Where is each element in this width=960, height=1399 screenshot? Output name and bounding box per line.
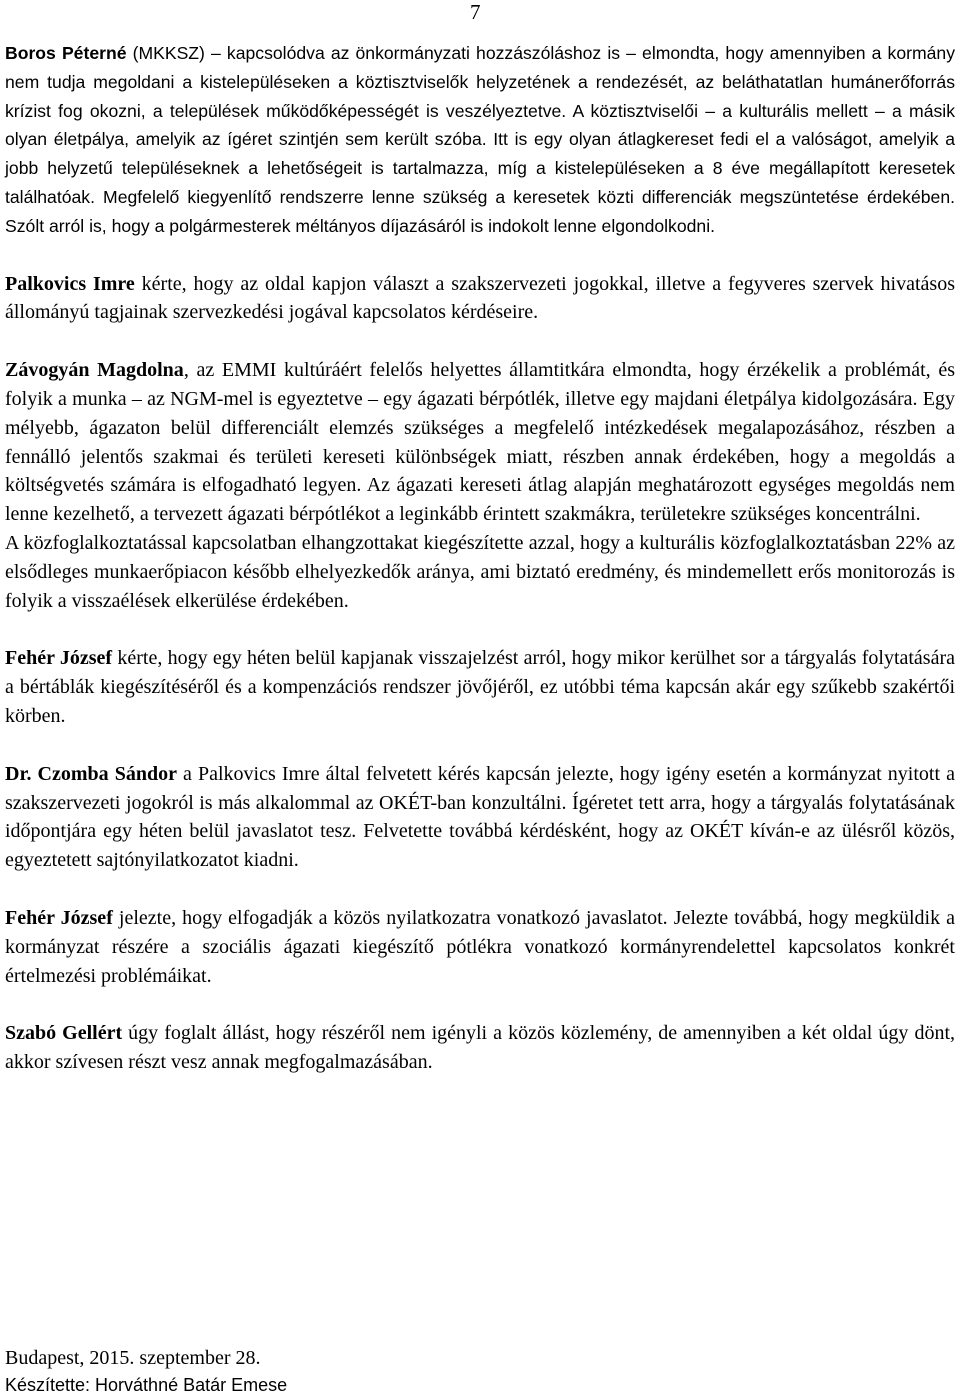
paragraph-text: , az EMMI kultúráért felelős helyettes államtitkára elmondta, hogy érzékelik a problémát, és folyik a munka – az NGM-mel is egyeztetve – egy ágazati bérpótlék, illetve egy majdani életpálya kidolgozására. Egy mélyebb, ágazaton belül differenciált elemzés szükséges a megfelelő intézkedések megalapozásához, részben a fennálló jelentős szakmai és területi kereseti különbségek miatt, részben annak érdekében, hogy a megoldás a költségvetés számára is elfogadható legyen. Az ágazati kereseti átlag alapján meghatározott egységes megoldás nem lenne kezelhető, a tervezett ágazati bérpótlékot a leginkább érintett szakmákra, területekre szükséges koncentrálni. [5, 359, 955, 526]
paragraph-feher-1 [5, 644, 955, 730]
paragraph-text: jelezte, hogy elfogadják a közös nyilatkozatra vonatkozó javaslatot. Jelezte továbbá, hogy megküldik a kormányzat részére a szociális ágazati kiegészítő pótlékra vonatkozó kormányrendelettel kapcsolatos konkrét értelmezési problémáikat. [5, 906, 955, 987]
paragraph-text: kérte, hogy az oldal kapjon választ a szakszervezeti jogokkal, illetve a fegyveres szervek hivatásos állományú tagjainak szervezkedési jogával kapcsolatos kérdéseire. [5, 272, 955, 324]
date-line: Budapest, 2015. szeptember 28. [5, 1347, 261, 1369]
page-number: 7 [470, 0, 481, 24]
paragraph-zavogyan [5, 356, 955, 529]
paragraph-text: (MKKSZ) – kapcsolódva az önkormányzati hozzászóláshoz is – elmondta, hogy amennyiben a kormány nem tudja megoldani a kistelepüléseken a köztisztviselők helyzetének a rendezését, az beláthatatlan humánerőforrás krízist fog okozni, a települések működőképességét is veszélyeztetve. A köztisztviselői – a kulturális mellett – a másik olyan életpálya, amelyik az ígéret szintjén sem került szóba. Itt is egy olyan átlagkereset fedi el a valóságot, amelyik a jobb helyzetű településeknek a lehetőségeit is tartalmazza, míg a kistelepüléseken a 8 éve megállapított keresetek találhatóak. Megfelelő kiegyenlítő rendszerre lenne szükség a keresetek közti differenciák megszüntetése érdekében. Szólt arról is, hogy a polgármesterek méltányos díjazásáról is indokolt lenne elgondolkodni. [5, 43, 955, 236]
speaker-name: Palkovics Imre [5, 272, 135, 295]
paragraph-boros [5, 39, 955, 241]
speaker-name: Boros Péterné [5, 43, 127, 63]
paragraph-text: úgy foglalt állást, hogy részéről nem igényli a közös közlemény, de amennyiben a két oldal úgy dönt, akkor szívesen részt vesz annak megfogalmazásában. [5, 1022, 955, 1074]
paragraph-palkovics [5, 270, 955, 328]
paragraph-kozfoglalkoztatas [5, 529, 955, 615]
document-body [5, 39, 955, 1077]
document-footer [5, 1345, 605, 1399]
speaker-name: Fehér József [5, 647, 113, 670]
speaker-name: Fehér József [5, 906, 113, 929]
paragraph-text: a Palkovics Imre által felvetett kérés kapcsán jelezte, hogy igény esetén a kormányzat nyitott a szakszervezeti jogokról is más alkalommal az OKÉT-ban konzultálni. Ígéretet tett arra, hogy a tárgyalás folytatásának időpontjára egy héten belül javaslatot tesz. Felvetette továbbá kérdésként, hogy az OKÉT kíván-e az ülésről közös, egyeztetett sajtónyilatkozatot kiadni. [5, 762, 955, 872]
speaker-name: Závogyán Magdolna [5, 359, 184, 382]
paragraph-czomba [5, 760, 955, 875]
speaker-name: Szabó Gellért [5, 1022, 123, 1045]
paragraph-feher-2 [5, 904, 955, 990]
paragraph-text: A közfoglalkoztatással kapcsolatban elhangzottakat kiegészítette azzal, hogy a kulturális közfoglalkoztatásban 22% az elsődleges munkaerőpiacon később elhelyezkedők aránya, ami biztató eredmény, és mindemellett erős monitorozás is folyik a visszaélések elkerülése érdekében. [5, 531, 955, 612]
paragraph-szabo [5, 1019, 955, 1077]
author-line: Készítette: Horváthné Batár Emese [5, 1375, 288, 1395]
paragraph-text: kérte, hogy egy héten belül kapjanak visszajelzést arról, hogy mikor kerülhet sor a tárgyalás folytatására a bértáblák kiegészítéséről és a kompenzációs rendszer jövőjéről, ez utóbbi téma kapcsán akár egy szűkebb szakértői körben. [5, 647, 956, 727]
speaker-name: Dr. Czomba Sándor [5, 762, 177, 785]
